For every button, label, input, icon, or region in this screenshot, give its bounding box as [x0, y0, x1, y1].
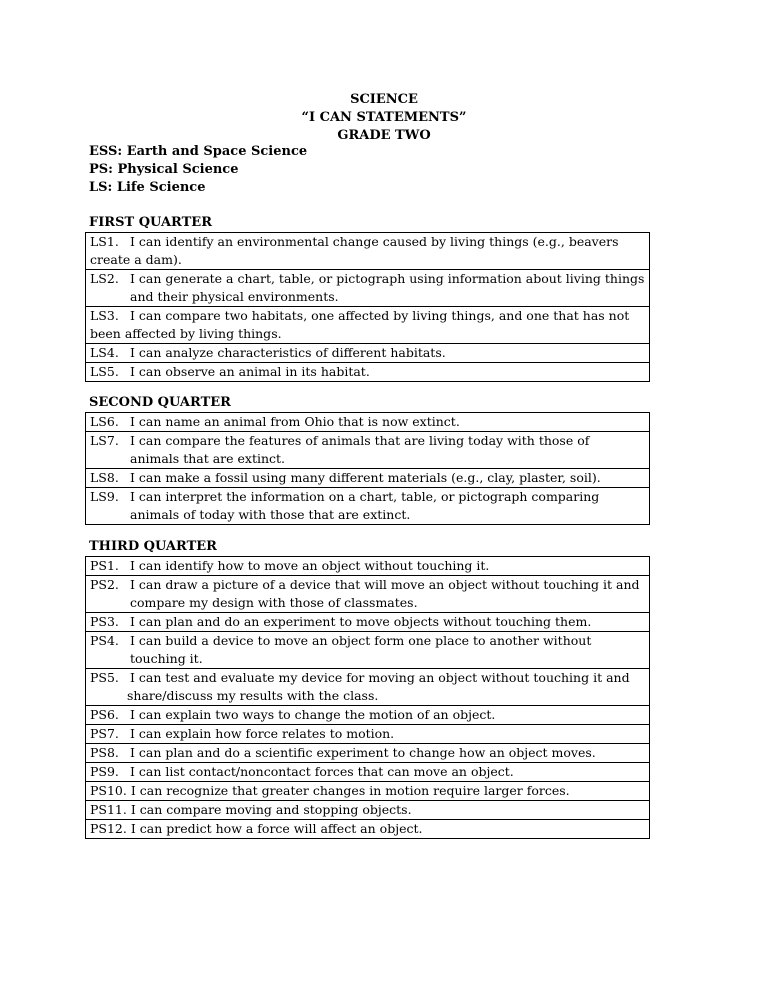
section-heading: THIRD QUARTER — [89, 539, 217, 554]
statement-text-continued: share/discuss my results with the class. — [127, 688, 379, 703]
table-row — [86, 469, 649, 488]
statement-code: PS10. — [90, 783, 127, 798]
statement-code: LS6. — [90, 414, 119, 429]
document-title — [0, 91, 768, 145]
title-line-statements: “I CAN STATEMENTS” — [301, 110, 467, 125]
statement-text: I can test and evaluate my device for moving an object without touching it and — [130, 670, 630, 685]
table-row — [86, 363, 649, 382]
statement-text-continued: compare my design with those of classmates. — [130, 595, 418, 610]
table-row — [86, 233, 649, 270]
table-row — [86, 763, 649, 782]
table-row — [86, 307, 649, 344]
statement-text: I can compare the features of animals that are living today with those of — [130, 433, 590, 448]
section-second-quarter — [85, 394, 650, 525]
statement-text: I can generate a chart, table, or pictograph using information about living things — [130, 271, 645, 286]
table-row — [86, 744, 649, 763]
statement-text: I can interpret the information on a chart, table, or pictograph comparing — [130, 489, 600, 504]
statement-text: I can compare moving and stopping objects. — [130, 802, 412, 817]
statement-code: PS8. — [90, 745, 119, 760]
table-row — [86, 782, 649, 801]
statement-code: LS2. — [90, 271, 119, 286]
statement-text-continued: animals of today with those that are extinct. — [130, 507, 411, 522]
statement-text: I can recognize that greater changes in motion require larger forces. — [130, 783, 570, 798]
statement-text: I can name an animal from Ohio that is now extinct. — [130, 414, 460, 429]
statement-text: I can list contact/noncontact forces that can move an object. — [130, 764, 514, 779]
statement-code: LS8. — [90, 470, 119, 485]
statement-text: I can make a fossil using many different materials (e.g., clay, plaster, soil). — [130, 470, 601, 485]
statement-code: LS7. — [90, 433, 119, 448]
table-row — [86, 270, 649, 307]
table-row — [86, 576, 649, 613]
statement-code: PS11. — [90, 802, 127, 817]
statement-text: I can predict how a force will affect an object. — [130, 821, 423, 836]
statement-text: I can observe an animal in its habitat. — [130, 364, 370, 379]
statements-table — [85, 232, 650, 382]
statement-code: LS1. — [90, 234, 119, 249]
statement-code: PS1. — [90, 558, 119, 573]
statement-text: I can identify how to move an object without touching it. — [130, 558, 490, 573]
abbreviation-legend — [89, 143, 307, 197]
table-row — [86, 820, 649, 839]
statement-text-continued: animals that are extinct. — [130, 451, 286, 466]
statement-code: PS9. — [90, 764, 119, 779]
section-heading: FIRST QUARTER — [89, 215, 213, 230]
table-row — [86, 413, 649, 432]
table-row — [86, 344, 649, 363]
statement-code: PS2. — [90, 577, 119, 592]
statement-text: I can identify an environmental change caused by living things (e.g., beavers — [130, 234, 619, 249]
section-third-quarter — [85, 538, 650, 839]
statement-code: PS5. — [90, 670, 119, 685]
statement-text-continued: and their physical environments. — [130, 289, 339, 304]
table-row — [86, 488, 649, 525]
table-row — [86, 557, 649, 576]
statements-table — [85, 412, 650, 525]
table-row — [86, 613, 649, 632]
statement-text: I can explain two ways to change the motion of an object. — [130, 707, 496, 722]
statement-code: PS12. — [90, 821, 127, 836]
statement-text: I can draw a picture of a device that will move an object without touching it and — [130, 577, 640, 592]
title-line-subject: SCIENCE — [350, 92, 418, 107]
statement-text: I can explain how force relates to motion. — [130, 726, 395, 741]
table-row — [86, 432, 649, 469]
table-row — [86, 706, 649, 725]
statements-table — [85, 556, 650, 839]
statement-code: PS4. — [90, 633, 119, 648]
statement-text: I can plan and do an experiment to move objects without touching them. — [130, 614, 592, 629]
table-row — [86, 669, 649, 706]
table-row — [86, 725, 649, 744]
statement-text: I can build a device to move an object form one place to another without — [130, 633, 592, 648]
statement-code: PS6. — [90, 707, 119, 722]
statement-text: I can analyze characteristics of different habitats. — [130, 345, 446, 360]
statement-code: PS3. — [90, 614, 119, 629]
table-row — [86, 632, 649, 669]
statement-text-continued: been affected by living things. — [90, 326, 282, 341]
statement-code: LS3. — [90, 308, 119, 323]
statement-code: PS7. — [90, 726, 119, 741]
table-row — [86, 801, 649, 820]
statement-text: I can compare two habitats, one affected by living things, and one that has not — [130, 308, 630, 323]
statement-code: LS4. — [90, 345, 119, 360]
title-line-grade: GRADE TWO — [337, 128, 431, 143]
legend-ess: ESS: Earth and Space Science — [89, 144, 308, 159]
statement-text: I can plan and do a scientific experiment to change how an object moves. — [130, 745, 596, 760]
section-first-quarter — [85, 214, 650, 382]
statement-text-continued: create a dam). — [90, 252, 182, 267]
statement-text-continued: touching it. — [130, 651, 203, 666]
legend-ps: PS: Physical Science — [89, 162, 239, 177]
section-heading: SECOND QUARTER — [89, 395, 231, 410]
statement-code: LS5. — [90, 364, 119, 379]
legend-ls: LS: Life Science — [89, 180, 206, 195]
statement-code: LS9. — [90, 489, 119, 504]
